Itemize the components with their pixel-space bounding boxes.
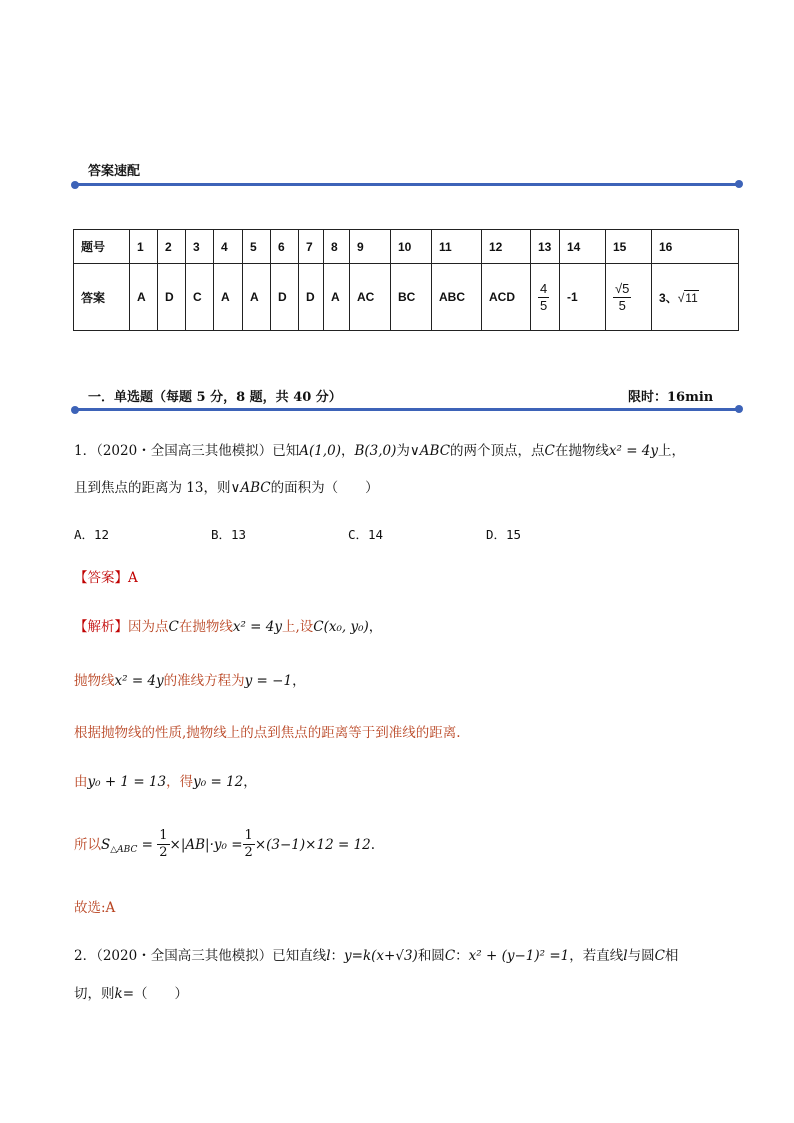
number-cell: 10	[391, 230, 432, 264]
question-1-line-2	[74, 478, 379, 498]
analysis-line-2	[74, 671, 306, 691]
number-cell: 2	[158, 230, 186, 264]
point-c-coords: C(x₀, y₀)	[313, 619, 369, 635]
answer-cell-fraction	[531, 264, 560, 331]
punct: ，	[243, 774, 257, 790]
equation: ×|AB|·y₀ =	[169, 836, 243, 853]
number-cell: 5	[243, 230, 271, 264]
parabola-eq: x² = 4y	[114, 673, 164, 689]
equals: =	[137, 836, 158, 853]
question-2-line-1	[74, 946, 678, 966]
table-row-answers	[74, 264, 739, 331]
punct: ，	[340, 443, 355, 459]
analysis-text: 抛物线	[74, 673, 115, 689]
q1-text: 在抛物线	[554, 443, 609, 459]
analysis-line-4	[74, 772, 257, 792]
number-cell: 9	[350, 230, 391, 264]
analysis-text: 的准线方程为	[163, 673, 245, 689]
point-c: C	[544, 443, 555, 459]
answer-cell: A	[324, 264, 350, 331]
answer-cell: D	[158, 264, 186, 331]
answer-cell-fraction	[606, 264, 652, 331]
punct: ，	[368, 619, 383, 635]
fraction	[613, 281, 631, 314]
q1-text: 的面积为（ ）	[270, 480, 379, 496]
option-b: B．13	[211, 527, 247, 542]
analysis-line-1	[74, 617, 382, 637]
fraction-numerator: √5	[615, 280, 630, 296]
analysis-label: 【解析】	[74, 619, 128, 635]
equation: y₀ + 1 = 13	[87, 774, 167, 790]
number-cell: 3	[186, 230, 214, 264]
analysis-text: 所以	[74, 836, 101, 853]
number-cell: 15	[606, 230, 652, 264]
option-d: D．15	[486, 527, 522, 542]
row-label-answer: 答案	[74, 264, 130, 331]
answer-cell: D	[299, 264, 324, 331]
analysis-text: ，得	[166, 774, 194, 790]
q1-text: 的两个顶点，点	[450, 443, 545, 459]
analysis-text: 上,设	[281, 619, 314, 635]
punct: ：	[330, 948, 345, 964]
fraction-denominator: 2	[159, 845, 168, 860]
analysis-text: 在抛物线	[178, 619, 233, 635]
parabola-eq: x² = 4y	[608, 443, 659, 459]
answer-label: 【答案】A	[74, 570, 138, 586]
section-divider	[75, 408, 740, 411]
rule-dot-right	[735, 180, 743, 188]
fraction-half	[157, 828, 169, 861]
line-l: l	[623, 948, 628, 964]
q1-text: 且到焦点的距离为 13，则	[74, 480, 231, 496]
number-cell: 13	[531, 230, 560, 264]
number-cell: 7	[299, 230, 324, 264]
answer-cell	[652, 264, 739, 331]
q1-text: 上，	[658, 443, 686, 459]
number-cell: 14	[560, 230, 606, 264]
question-1-line-1	[74, 441, 685, 461]
q1-prefix: 1．（2020・全国高三其他模拟）已知	[74, 443, 300, 459]
directrix-eq: y = −1	[244, 673, 293, 689]
equation: ×(3−1)×12 = 12	[254, 836, 371, 853]
sqrt-expression	[678, 290, 699, 305]
answer-cell: C	[186, 264, 214, 331]
answer-cell: A	[130, 264, 158, 331]
q2-text: 与圆	[627, 948, 655, 964]
area-subscript: △ABC	[110, 844, 138, 855]
q2-text: 切，则	[74, 986, 115, 1002]
fraction-denominator: 5	[618, 297, 626, 313]
conclusion: 故选:A	[74, 900, 116, 916]
line-l: l	[326, 948, 331, 964]
answer-cell: A	[243, 264, 271, 331]
answer-cell: BC	[391, 264, 432, 331]
answer-cell: AC	[350, 264, 391, 331]
answer-cell: ABC	[432, 264, 482, 331]
answer-cell: A	[214, 264, 243, 331]
answer-cell: D	[271, 264, 299, 331]
punct: .	[370, 836, 376, 853]
fraction-denominator: 2	[244, 845, 253, 860]
number-cell: 11	[432, 230, 482, 264]
analysis-line-5	[74, 828, 375, 861]
q2-text: =（ ）	[122, 986, 188, 1002]
fraction-numerator: 1	[159, 828, 168, 843]
fraction	[538, 281, 549, 314]
section-header-title: 答案速配	[88, 164, 141, 179]
sqrt-radicand: 11	[685, 290, 698, 305]
header-divider	[75, 183, 740, 186]
analysis-text: 因为点	[128, 619, 169, 635]
circle-c: C	[654, 948, 665, 964]
punct: ，	[292, 673, 306, 689]
line-equation: y=k(x+√3)	[344, 948, 418, 964]
analysis-line-3: 根据抛物线的性质,抛物线上的点到焦点的距离等于到准线的距离.	[74, 725, 461, 741]
time-limit: 限时：16min	[628, 390, 714, 405]
rule-dot-right	[735, 405, 743, 413]
row-label-number: 题号	[74, 230, 130, 264]
q2-prefix: 2．（2020・全国高三其他模拟）已知直线	[74, 948, 327, 964]
point-a: A(1,0)	[299, 443, 341, 459]
q2-text: ，若直线	[569, 948, 624, 964]
number-cell: 16	[652, 230, 739, 264]
table-row-numbers	[74, 230, 739, 264]
punct: ：	[455, 948, 469, 964]
answer-cell: ACD	[482, 264, 531, 331]
number-cell: 8	[324, 230, 350, 264]
equation: y₀ = 12	[193, 774, 244, 790]
parabola-eq: x² = 4y	[232, 619, 282, 635]
variable-k: k	[114, 986, 123, 1002]
number-cell: 12	[482, 230, 531, 264]
number-cell: 1	[130, 230, 158, 264]
q2-text: 相	[664, 948, 679, 964]
fraction-denominator: 5	[540, 297, 548, 313]
answer-cell: -1	[560, 264, 606, 331]
analysis-text: 由	[74, 774, 88, 790]
option-c: C．14	[348, 527, 384, 542]
sqrt-sign: √	[677, 290, 685, 305]
q2-text: 和圆	[417, 948, 445, 964]
fraction-numerator: 1	[244, 828, 253, 843]
point-c: C	[168, 619, 179, 635]
triangle-abc: ∨ABC	[230, 480, 271, 496]
answer-prefix: 3、	[659, 290, 678, 305]
area-symbol: S	[101, 836, 111, 853]
answer-table	[73, 229, 739, 331]
q1-text: 为	[396, 443, 410, 459]
number-cell: 6	[271, 230, 299, 264]
section-title: 一．单选题（每题 5 分，8 题，共 40 分）	[88, 390, 342, 405]
question-2-line-2	[74, 984, 188, 1004]
fraction-half	[243, 828, 255, 861]
option-a: A．12	[74, 527, 110, 542]
circle-equation: x² + (y−1)² =1	[468, 948, 570, 964]
circle-c: C	[444, 948, 456, 964]
point-b: B(3,0)	[354, 443, 397, 459]
triangle-abc: ∨ABC	[409, 443, 451, 459]
number-cell: 4	[214, 230, 243, 264]
fraction-numerator: 4	[540, 280, 548, 296]
